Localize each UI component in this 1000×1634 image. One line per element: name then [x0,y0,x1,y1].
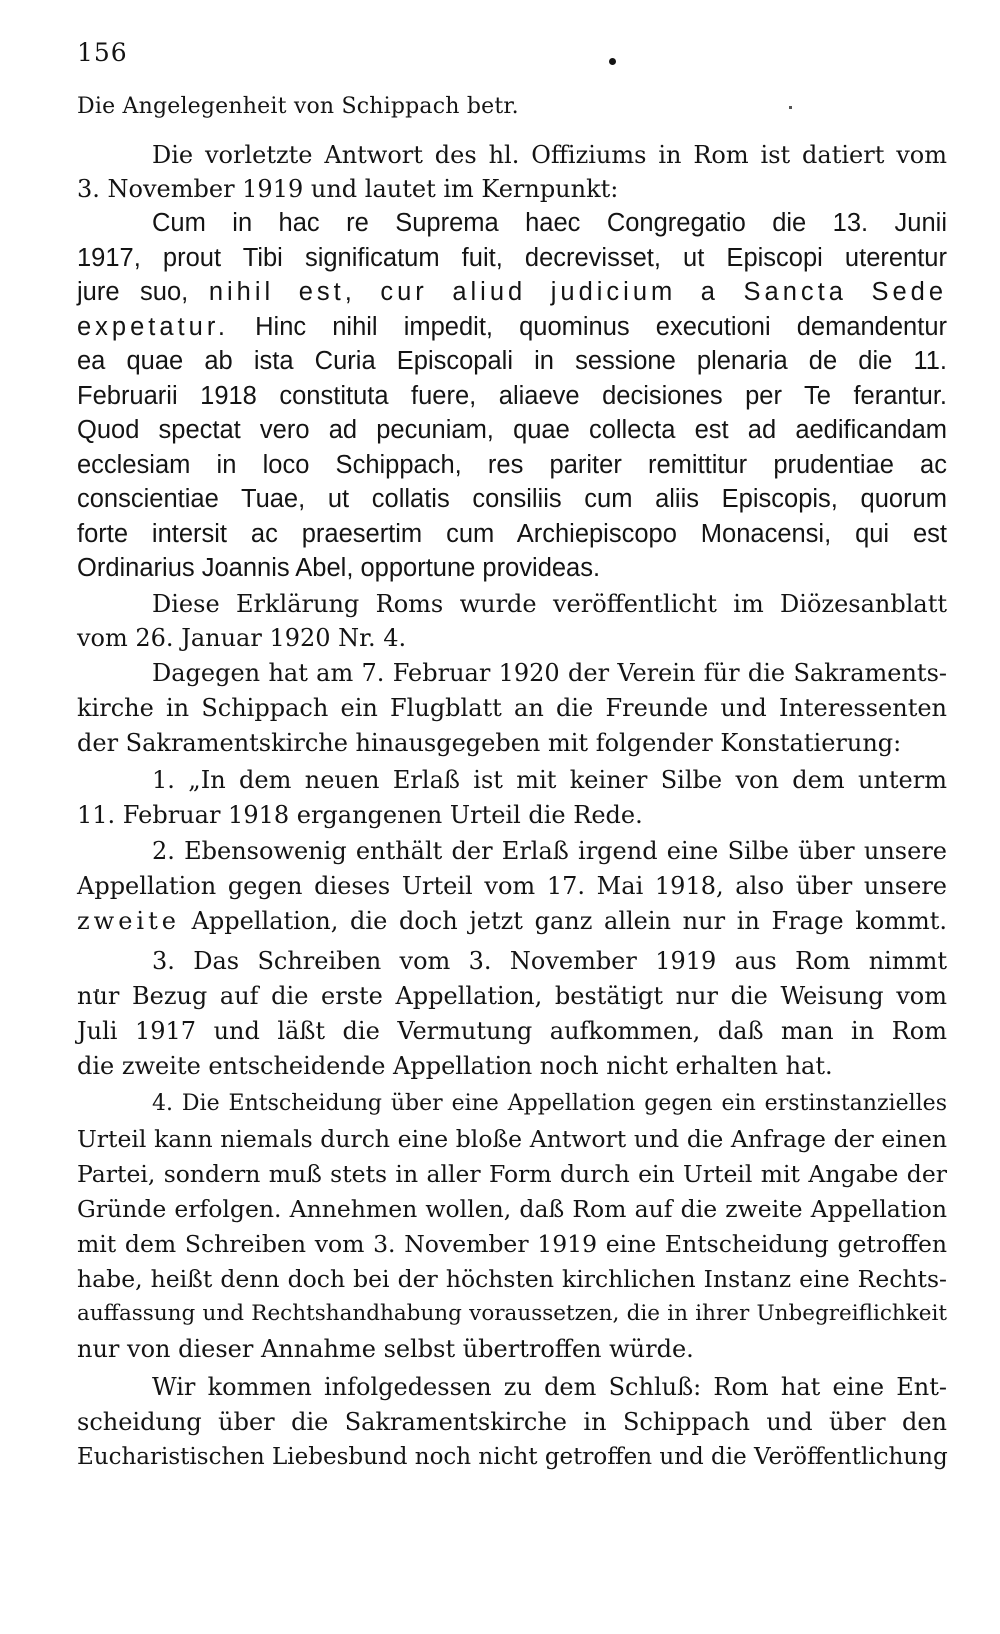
spaced-text-run: expetatur. [77,313,229,341]
print-speck [609,58,616,65]
running-head: Die Angelegenheit von Schippach betr. [77,94,519,119]
text-line: Urteil kann niemals durch eine bloße Antwort und die Anfrage der einen [77,1125,947,1153]
text-line: Diese Erklärung Roms wurde veröffentlicht im Diözesanblatt [152,590,947,618]
text-line: Quod spectat vero ad pecuniam, quae collecta est ad aedificandam [77,416,947,444]
text-line: Die vorletzte Antwort des hl. Offiziums in Rom ist datiert vom [152,141,947,169]
print-speck [789,106,792,109]
text-line: conscientiae Tuae, ut collatis consiliis cum aliis Episcopis, quorum [77,485,947,513]
text-line: mit dem Schreiben vom 3. November 1919 eine Entscheidung getroffen [77,1230,947,1258]
text-line: Gründe erfolgen. Annehmen wollen, daß Rom auf die zweite Appellation [77,1195,947,1223]
text-run: Appellation, die doch jetzt ganz allein nur in Frage kommt. [179,907,947,935]
spaced-text-run: zweite [77,907,180,935]
text-line: auffassung und Rechtshandhabung voraussetzen, die in ihrer Unbegreiflichkeit [77,1301,947,1326]
text-line: forte intersit ac praesertim cum Archiepiscopo Monacensi, qui est [77,520,947,548]
text-run: Hinc nihil impedit, quominus executioni demandentur [229,313,947,341]
text-line [77,309,947,345]
text-line: 3. November 1919 und lautet im Kernpunkt: [77,175,619,203]
text-line: kirche in Schippach ein Flugblatt an die Freunde und Interessenten [77,694,947,722]
text-line: der Sakramentskirche hinausgegeben mit folgender Konstatierung: [77,729,902,757]
text-line: scheidung über die Sakramentskirche in Schippach und über den [77,1408,947,1436]
text-line: Dagegen hat am 7. Februar 1920 der Verein für die Sakraments- [152,659,947,687]
text-line: 1. „In dem neuen Erlaß ist mit keiner Silbe von dem unterm [152,766,947,794]
text-line: nur Bezug auf die erste Appellation, bestätigt nur die Weisung vom [77,982,947,1010]
text-line: ecclesiam in loco Schippach, res pariter remittitur prudentiae ac [77,451,947,479]
text-run: jure suo, [77,278,209,306]
text-line [77,903,947,939]
text-line: Appellation gegen dieses Urteil vom 17. Mai 1918, also über unsere [77,872,947,900]
spaced-text-run: nihil est, cur aliud judicium a Sancta Sede [208,278,948,306]
text-line: 11. Februar 1918 ergangenen Urteil die Rede. [77,801,643,829]
text-line: 1917, prout Tibi significatum fuit, decrevisset, ut Episcopi uterentur [77,244,947,272]
text-line: Ordinarius Joannis Abel, opportune provideas. [77,554,601,582]
text-line: nur von dieser Annahme selbst übertroffen würde. [77,1335,694,1363]
text-line: 3. Das Schreiben vom 3. November 1919 aus Rom nimmt [152,947,947,975]
text-line: ea quae ab ista Curia Episcopali in sessione plenaria de die 11. [77,347,947,375]
text-line: 4. Die Entscheidung über eine Appellation gegen ein erstinstanzielles [152,1091,947,1116]
text-line: Februarii 1918 constituta fuere, aliaeve decisiones per Te ferantur. [77,382,947,410]
text-line [77,274,947,310]
text-line: 2. Ebensowenig enthält der Erlaß irgend eine Silbe über unsere [152,837,947,865]
text-line: Eucharistischen Liebesbund noch nicht getroffen und die Veröffentlichung [77,1444,948,1470]
text-line: Partei, sondern muß stets in aller Form durch ein Urteil mit Angabe der [77,1160,947,1188]
text-line: die zweite entscheidende Appellation noch nicht erhalten hat. [77,1052,833,1080]
text-line: vom 26. Januar 1920 Nr. 4. [77,624,407,652]
text-line: Wir kommen infolgedessen zu dem Schluß: Rom hat eine Ent- [152,1373,947,1401]
page-number: 156 [77,38,128,67]
text-line: Cum in hac re Suprema haec Congregatio die 13. Junii [152,209,947,237]
text-line: habe, heißt denn doch bei der höchsten kirchlichen Instanz eine Rechts- [77,1265,947,1293]
text-line: Juli 1917 und läßt die Vermutung aufkommen, daß man in Rom [77,1017,947,1045]
